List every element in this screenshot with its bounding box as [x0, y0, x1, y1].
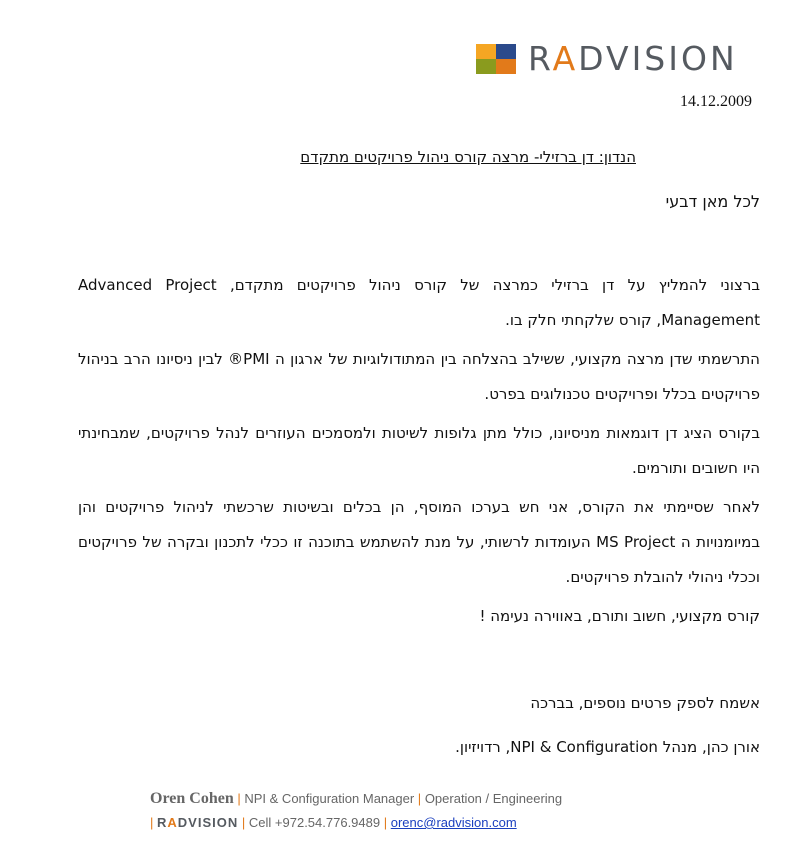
footer-department: Operation / Engineering — [424, 791, 563, 806]
footer-line-2 — [150, 815, 517, 830]
paragraph-5: קורס מקצועי, חשוב ותורם, באווירה נעימה ! — [479, 607, 760, 625]
p1-text-b: , קורס שלקחתי חלק בו. — [505, 311, 662, 329]
closing-line-2 — [300, 738, 760, 756]
logo-mark-icon — [476, 44, 516, 74]
footer-brand — [157, 815, 238, 830]
logo-text-start: R — [528, 39, 553, 78]
footer-cell: Cell +972.54.776.9489 — [248, 815, 381, 830]
closing-role: NPI & Configuration — [510, 738, 658, 756]
closing-company: , רדויזיון. — [455, 738, 511, 756]
logo-text-accent: A — [552, 39, 579, 78]
letter-subject: הנדון: דן ברזילי- מרצה קורס ניהול פרויקטים מתקדם — [300, 148, 636, 166]
footer-name: Oren Cohen — [150, 790, 234, 807]
footer-brand-start: R — [157, 815, 168, 830]
p1-course-name: Advanced Project Management — [78, 276, 760, 329]
paragraph-3: בקורס הציג דן דוגמאות מניסיונו, כולל מתן גלופות לשיטות ולמסמכים העוזרים לנהל פרויקטים, שמבחינתי היו חשובים ותורמים. — [78, 424, 760, 477]
p2-pmi: ®PMI — [228, 350, 270, 368]
logo-text-end: DVISION — [578, 39, 738, 78]
p4-ms-project: MS Project — [596, 533, 676, 551]
p2-text-a: התרשמתי שדן מרצה מקצועי, ששילב בהצלחה בין המתודולוגיות של ארגון ה — [269, 350, 760, 368]
company-logo — [476, 39, 738, 78]
p4-text-a: לאחר שסיימתי את הקורס, אני חש בערכו המוסף, הן בכלים ובשיטות שרכשתי לניהול פרויקטים והן במיומנויות ה — [78, 498, 761, 551]
logo-square-blue — [496, 44, 516, 59]
p1-text-a: ברצוני להמליץ על דן ברזילי כמרצה של קורס ניהול פרויקטים מתקדם, — [216, 276, 760, 294]
footer-separator: | — [241, 815, 246, 830]
footer-separator: | — [150, 815, 154, 830]
footer-separator: | — [383, 815, 388, 830]
logo-square-green — [476, 59, 496, 74]
footer-brand-end: DVISION — [177, 815, 239, 830]
footer-separator: | — [237, 791, 241, 806]
logo-square-orange — [496, 59, 516, 74]
p4-text-b: העומדות לרשותי, על מנת להשתמש בתוכנה זו ככלי לתכנון ובקרה של פרויקטים וככלי ניהולי להובלת פרויקטים. — [78, 533, 760, 586]
logo-wordmark — [528, 39, 738, 78]
footer-title: NPI & Configuration Manager — [244, 791, 415, 806]
footer-brand-accent: A — [167, 815, 178, 830]
letter-body — [78, 268, 760, 638]
paragraph-2 — [78, 342, 760, 412]
footer-separator: | — [417, 791, 422, 806]
p2-text-b: לבין ניסיונו הרב בניהול פרויקטים בכלל ופרויקטים טכנולוגים בפרט. — [78, 350, 760, 403]
letter-date: 14.12.2009 — [680, 93, 752, 110]
paragraph-4 — [78, 490, 760, 595]
closing-line-1: אשמח לספק פרטים נוספים, בברכה — [530, 694, 760, 712]
closing-name: אורן כהן, מנהל — [657, 738, 760, 756]
footer-line-1 — [150, 790, 562, 808]
letter-greeting: לכל מאן דבעי — [665, 192, 760, 211]
footer-email-link[interactable]: orenc@radvision.com — [390, 815, 517, 830]
paragraph-1 — [78, 268, 760, 338]
logo-square-yellow — [476, 44, 496, 59]
